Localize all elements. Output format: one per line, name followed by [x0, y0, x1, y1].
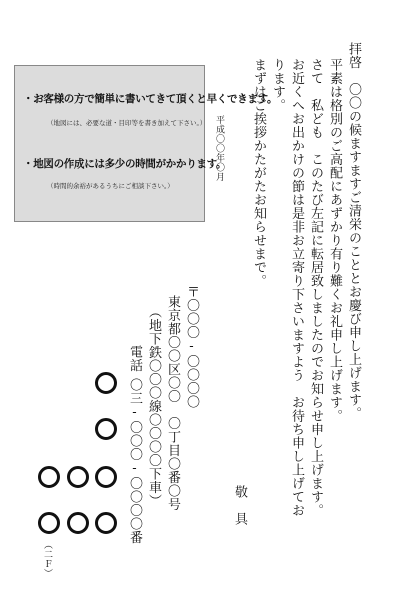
closing-keigu: 敬 具 [232, 485, 247, 526]
notice-note-2: （時間的余裕があるうちにご相談下さい。） [47, 182, 174, 190]
name-placeholder-circle [95, 372, 117, 394]
notice-line-1: ・お客様の方で簡単に書いてきて頂くと早くできます。 [23, 93, 278, 105]
name-placeholder-circle [38, 466, 60, 488]
name-placeholder-circle [95, 512, 117, 534]
body-line-3: お近くへお出かけの節は是非お立寄り下さいますよう お待ち申し上げてお [289, 58, 304, 517]
body-line-4: ります。 [270, 58, 285, 112]
body-line-5: まずはご挨拶かたがたお知らせまで。 [251, 58, 266, 288]
station-line: （地下鉄〇〇〇線〇〇〇〇下車） [146, 305, 161, 508]
phone-number: 〇三-〇〇〇-〇〇〇〇番 [127, 378, 142, 544]
name-placeholder-circle [95, 466, 117, 488]
greeting-line: 拝啓 〇〇の候ますますご清栄のこととお慶び申し上げます。 [346, 42, 361, 420]
postal-code: 〒〇〇〇-〇〇〇〇 [184, 285, 199, 409]
notice-note-1: （地図には、必要な道・目印等を書き加えて下さい。） [47, 119, 207, 127]
phone-label: 電話 [127, 345, 142, 372]
notice-line-2: ・地図の作成には多少の時間がかかります。 [23, 158, 227, 170]
date-line: 平成〇〇年〇月 [214, 115, 224, 182]
floor-note: （二Ｆ） [42, 540, 52, 578]
body-line-1: 平素は格別のご高配にあずかり有り難くお礼申し上げます。 [327, 58, 342, 423]
name-placeholder-circle [95, 418, 117, 440]
name-placeholder-circle [67, 466, 89, 488]
body-line-2: さて 私ども このたび左記に転居致しましたのでお知らせ申し上げます。 [308, 58, 323, 517]
address-line: 東京都〇〇区〇〇 〇丁目〇番〇号 [165, 295, 180, 511]
name-placeholder-circle [38, 512, 60, 534]
name-placeholder-circle [67, 512, 89, 534]
